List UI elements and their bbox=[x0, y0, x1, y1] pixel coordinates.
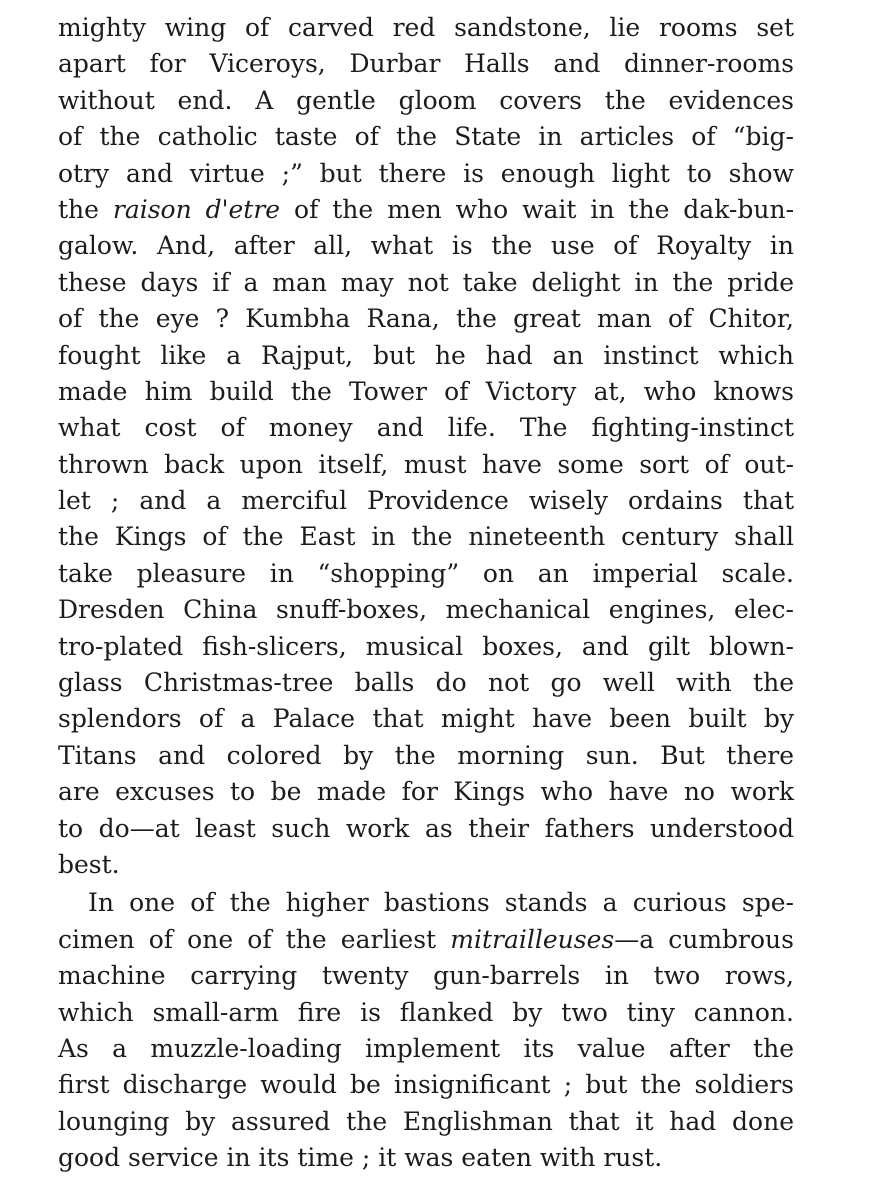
text-line: cimen of one of the earliest mitrailleuses—a cumbrous bbox=[58, 924, 794, 954]
text-line: take pleasure in “shopping” on an imperial scale. bbox=[58, 558, 794, 588]
text-line: made him build the Tower of Victory at, who knows bbox=[58, 376, 794, 406]
text-line: Titans and colored by the morning sun. But there bbox=[58, 740, 794, 770]
text-line: splendors of a Palace that might have been built by bbox=[58, 704, 794, 734]
italic-phrase: mitrailleuses bbox=[450, 924, 615, 954]
text-line: to do—at least such work as their fathers understood bbox=[58, 813, 794, 843]
paragraph bbox=[58, 885, 794, 1176]
text-line: As a muzzle-loading implement its value after the bbox=[58, 1033, 794, 1063]
paragraph bbox=[58, 10, 794, 883]
text-line: first discharge would be insignificant ; but the soldiers bbox=[58, 1070, 794, 1100]
text-line: In one of the higher bastions stands a curious spe- bbox=[88, 888, 794, 918]
text-line: these days if a man may not take delight in the pride bbox=[58, 267, 794, 297]
text-line: of the eye ? Kumbha Rana, the great man of Chitor, bbox=[58, 304, 794, 334]
text-line: galow. And, after all, what is the use of Royalty in bbox=[58, 231, 794, 261]
text-line: lounging by assured the Englishman that it had done bbox=[58, 1106, 794, 1136]
text-line: apart for Viceroys, Durbar Halls and dinner-rooms bbox=[58, 49, 794, 79]
book-page bbox=[58, 10, 794, 1177]
text-line: otry and virtue ;” but there is enough light to show bbox=[58, 158, 794, 188]
text-line: thrown back upon itself, must have some sort of out- bbox=[58, 449, 794, 479]
text-line: which small-arm fire is flanked by two tiny cannon. bbox=[58, 997, 794, 1027]
text-line: the Kings of the East in the nineteenth century shall bbox=[58, 522, 794, 552]
text-line: best. bbox=[58, 849, 120, 879]
text-line: of the catholic taste of the State in articles of “big- bbox=[58, 122, 794, 152]
text-line: the raison d'etre of the men who wait in the dak-bun- bbox=[58, 194, 795, 224]
text-line: tro-plated fish-slicers, musical boxes, and gilt blown- bbox=[58, 631, 794, 661]
text-line: good service in its time ; it was eaten with rust. bbox=[58, 1143, 663, 1173]
text-line: let ; and a merciful Providence wisely ordains that bbox=[58, 486, 794, 516]
text-line: mighty wing of carved red sandstone, lie rooms set bbox=[58, 13, 794, 42]
text-line: machine carrying twenty gun-barrels in two rows, bbox=[58, 961, 794, 991]
text-line: are excuses to be made for Kings who have no work bbox=[58, 777, 794, 807]
italic-phrase: raison d'etre bbox=[112, 194, 281, 224]
text-line: fought like a Rajput, but he had an instinct which bbox=[58, 340, 794, 370]
text-line: Dresden China snuff-boxes, mechanical engines, elec- bbox=[58, 595, 794, 625]
text-line: glass Christmas-tree balls do not go well with the bbox=[58, 668, 794, 698]
text-line: what cost of money and life. The fighting-instinct bbox=[58, 413, 794, 443]
text-line: without end. A gentle gloom covers the evidences bbox=[58, 85, 794, 115]
